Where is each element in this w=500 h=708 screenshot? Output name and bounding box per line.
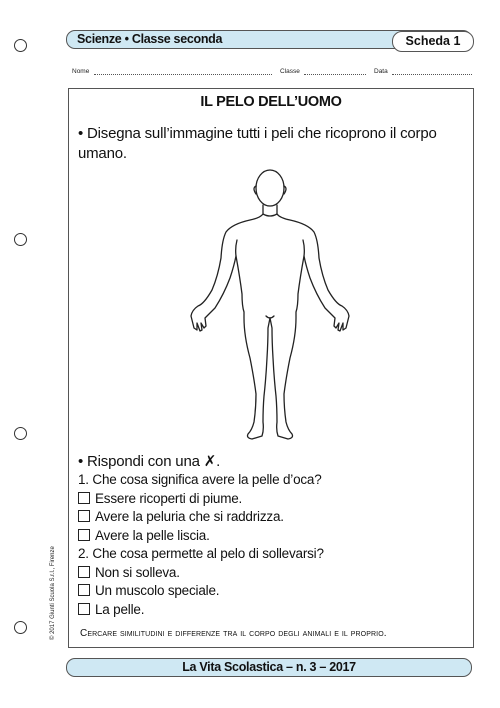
question-1: 1. Che cosa significa avere la pelle d’oca? (78, 472, 322, 487)
checkbox[interactable] (78, 492, 90, 504)
date-label: Data (374, 68, 388, 75)
class-field[interactable] (304, 74, 366, 75)
option-label: Essere ricoperti di piume. (95, 490, 243, 506)
option-label: La pelle. (95, 601, 145, 617)
q2-option-2 (78, 582, 468, 601)
date-field[interactable] (392, 74, 472, 75)
option-label: Avere la peluria che si raddrizza. (95, 509, 284, 524)
binder-hole-2 (14, 233, 27, 246)
q1-option-3 (78, 527, 468, 546)
class-label: Classe (280, 68, 300, 75)
footer-bar: La Vita Scolastica – n. 3 – 2017 (66, 658, 472, 677)
option-label: Non si solleva. (95, 564, 180, 580)
option-label: Un muscolo speciale. (95, 583, 220, 598)
name-label: Nome (72, 68, 90, 75)
questions-section (78, 452, 468, 619)
worksheet-title: IL PELO DELL’UOMO (200, 94, 342, 110)
checkbox[interactable] (78, 510, 90, 522)
q2-option-1 (78, 564, 468, 583)
q2-option-3 (78, 601, 468, 620)
drawing-instruction: • Disegna sull’immagine tutti i peli che ricoprono il corpo umano. (78, 125, 437, 162)
q1-option-1 (78, 490, 468, 509)
q1-option-2 (78, 508, 468, 527)
option-label: Avere la pelle liscia. (95, 527, 210, 543)
checkbox[interactable] (78, 584, 90, 596)
worksheet-number-tab: Scheda 1 (392, 31, 474, 52)
answer-instruction: • Rispondi con una ✗. (78, 453, 221, 470)
binder-hole-4 (14, 621, 27, 634)
checkbox[interactable] (78, 566, 90, 578)
activity-note: Cercare similitudini e differenze tra il corpo degli animali e il proprio. (80, 628, 387, 639)
human-body-outline[interactable] (170, 168, 370, 450)
binder-hole-1 (14, 39, 27, 52)
subject-title: Scienze • Classe seconda (77, 32, 223, 46)
copyright-notice: © 2017 Giunti Scuola S.r.l., Firenze (50, 546, 56, 640)
binder-hole-3 (14, 427, 27, 440)
checkbox[interactable] (78, 529, 90, 541)
name-field[interactable] (94, 74, 272, 75)
question-2: 2. Che cosa permette al pelo di sollevarsi? (78, 546, 324, 561)
checkbox[interactable] (78, 603, 90, 615)
